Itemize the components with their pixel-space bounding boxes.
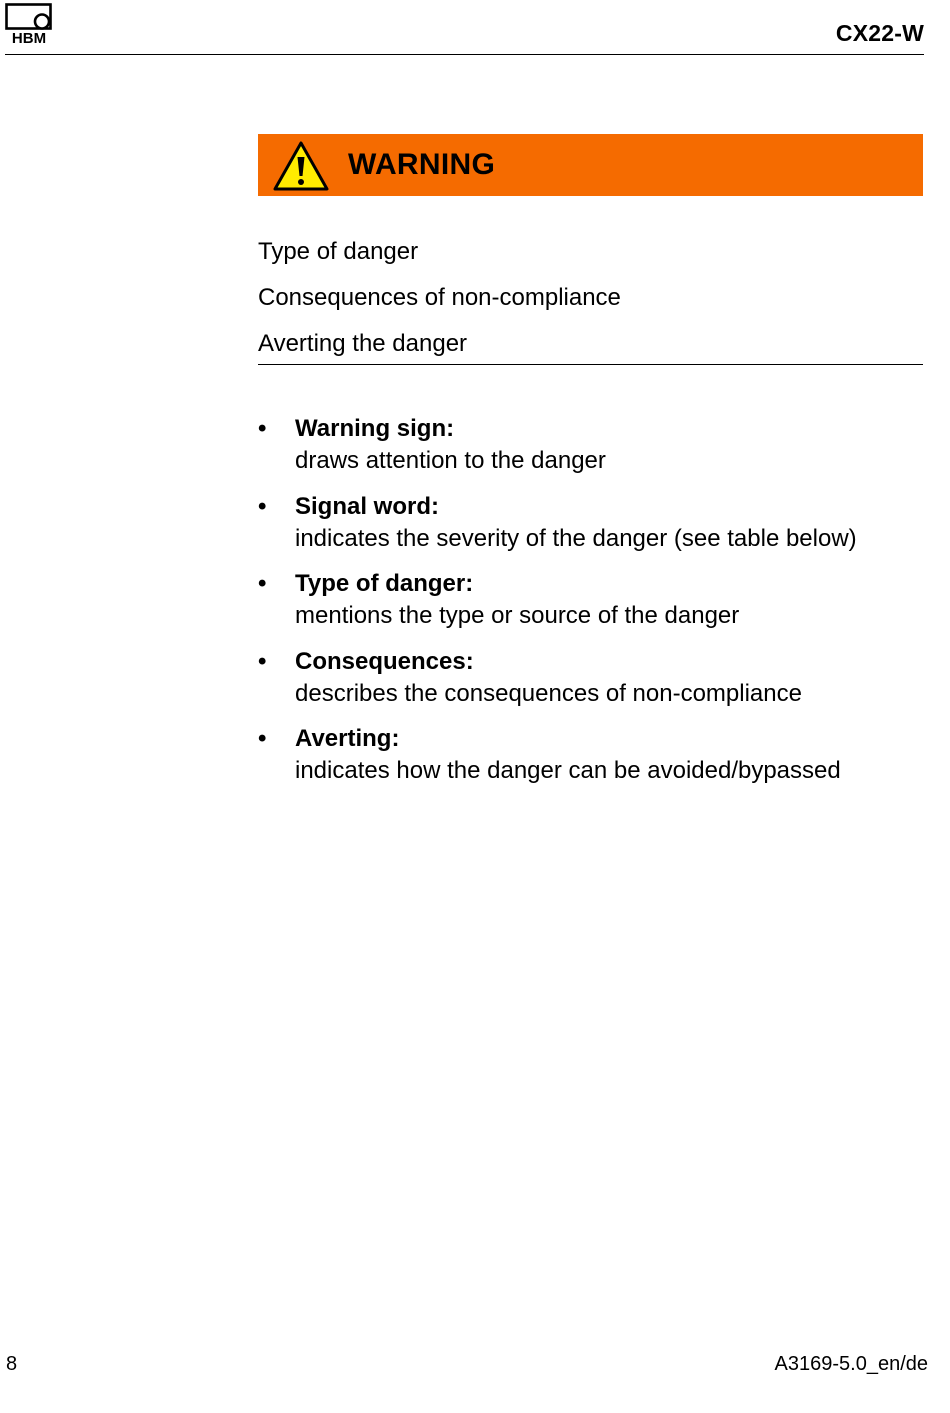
legend-list (258, 413, 938, 801)
info-consequences: Consequences of non-compliance (258, 284, 621, 311)
list-item (258, 413, 938, 491)
legend-term: Type of danger: (295, 570, 474, 597)
warning-triangle-icon (272, 140, 330, 192)
bullet: • (258, 492, 267, 520)
bullet: • (258, 647, 267, 675)
document-id: A3169-5.0_en/de (774, 1353, 928, 1375)
list-item (258, 568, 938, 646)
product-name: CX22-W (835, 20, 924, 46)
info-type-of-danger: Type of danger (258, 238, 419, 265)
warning-info-divider (258, 364, 923, 365)
warning-info-block (258, 229, 923, 367)
legend-description: draws attention to the danger (295, 447, 606, 474)
legend-term: Consequences: (295, 647, 474, 675)
legend-description: describes the consequences of non-compliance (295, 679, 802, 707)
list-item (258, 491, 938, 569)
legend-description: indicates the severity of the danger (see table below) (295, 524, 857, 552)
list-item (258, 646, 938, 724)
bullet: • (258, 725, 267, 752)
legend-term: Warning sign: (295, 415, 455, 442)
info-averting: Averting the danger (258, 330, 468, 357)
hbm-logo (5, 3, 53, 45)
legend-description: indicates how the danger can be avoided/bypassed (295, 757, 841, 784)
bullet: • (258, 570, 267, 597)
signal-word: WARNING (348, 148, 496, 181)
page-number: 8 (6, 1353, 18, 1375)
warning-banner (258, 134, 923, 196)
legend-term: Averting: (295, 725, 400, 752)
legend-term: Signal word: (295, 492, 439, 520)
header-divider (5, 54, 924, 55)
legend-description: mentions the type or source of the danger (295, 602, 740, 629)
svg-text:HBM: HBM (11, 30, 47, 45)
list-item (258, 723, 938, 801)
bullet: • (258, 415, 267, 442)
